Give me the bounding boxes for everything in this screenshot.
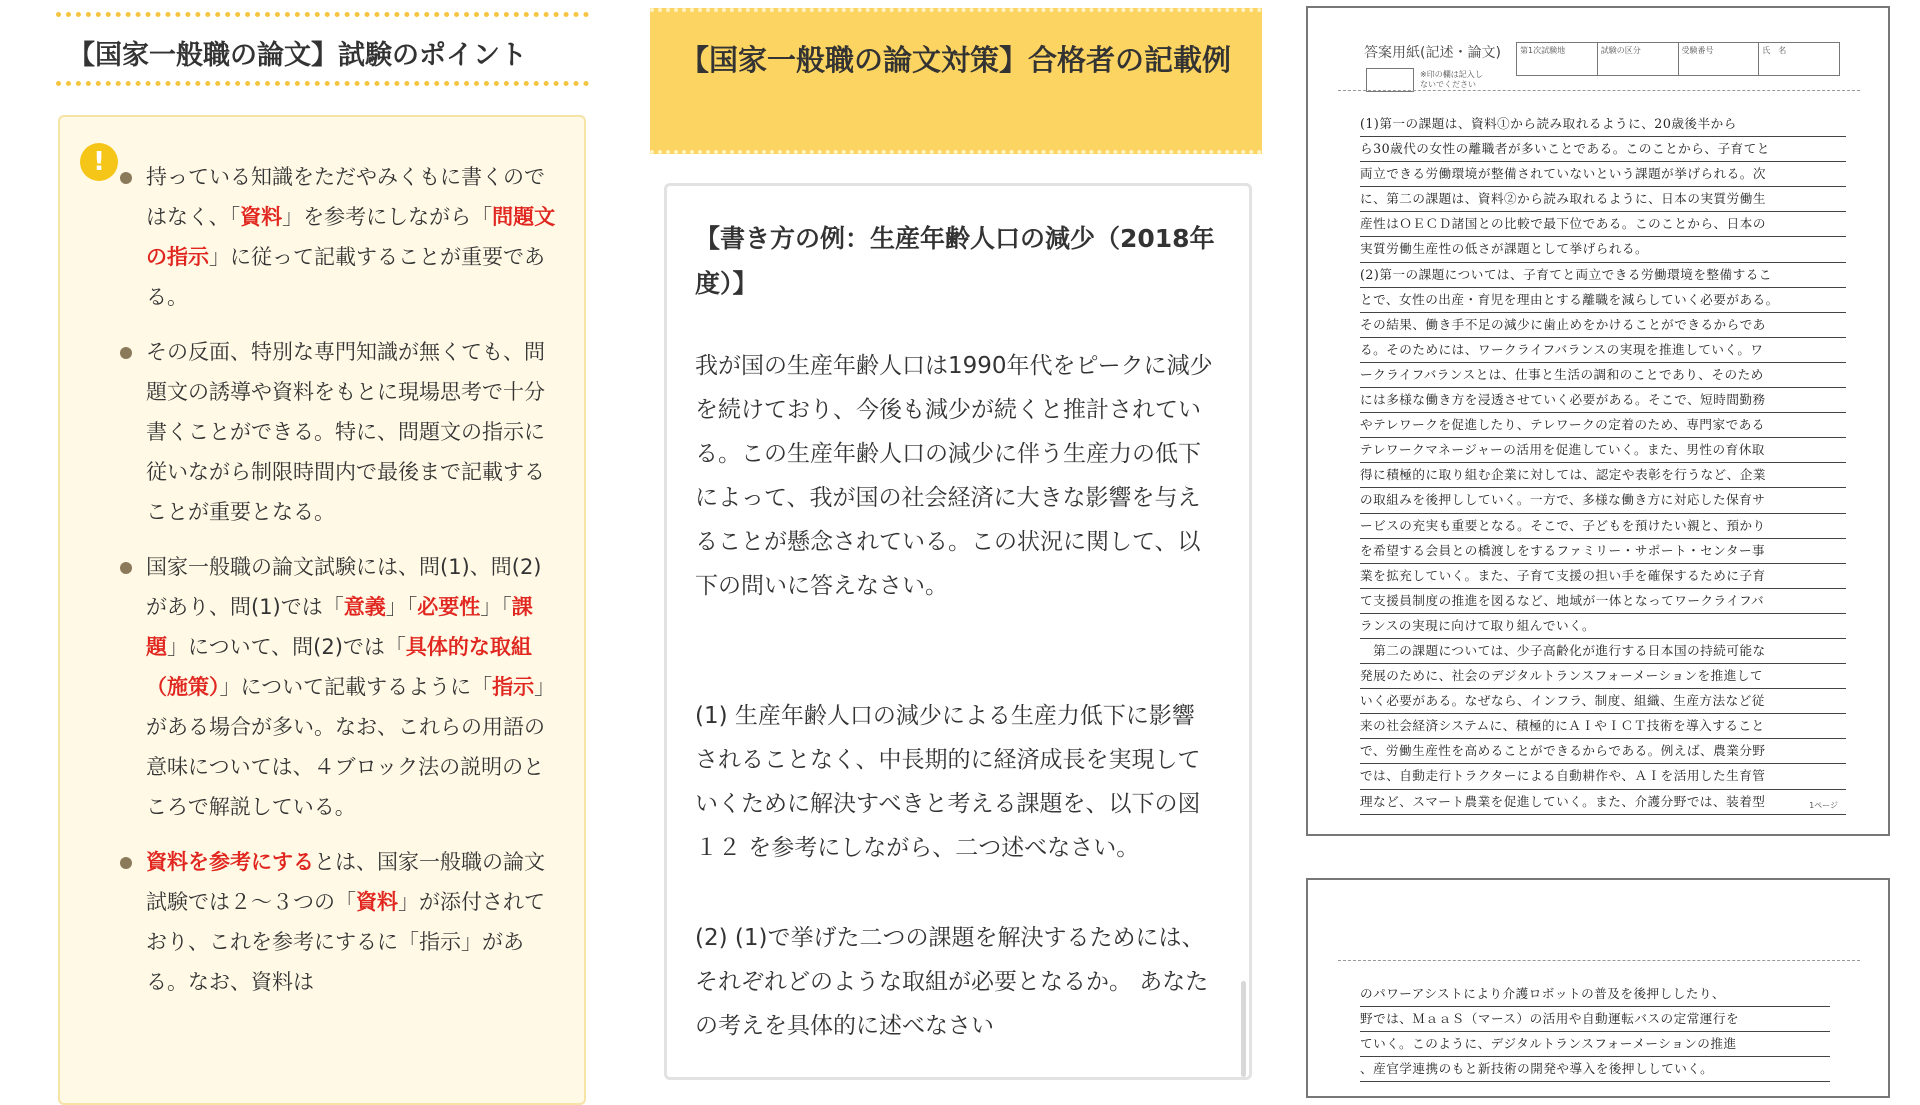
answer-line: には多様な働き方を浸透させていく必要がある。そこで、短時間勤務 <box>1360 388 1846 413</box>
answer-line: で、労働生産性を高めることができるからである。例えば、農業分野 <box>1360 739 1846 764</box>
highlight-text: 必要性 <box>417 595 481 619</box>
point-text: とは、国家一般職の論文試験では２～３つの「 <box>146 850 545 914</box>
point-text: 持っている知識をただやみくもに書くのではなく、「 <box>146 165 545 229</box>
question-paragraph-1: (1) 生産年齢人口の減少による生産力低下に影響されることなく、中長期的に経済成長を実現していくために解決すべきと考える課題を、以下の図１２ を参考にしながら、二つ述べなさい。 <box>695 703 1201 861</box>
answer-line: に、第二の課題は、資料②から読み取れるように、日本の実質労働生 <box>1360 187 1846 212</box>
answer-line: 両立できる労働環境が整備されていないという課題が挙げられる。次 <box>1360 162 1846 187</box>
answer-line: のパワーアシストにより介護ロボットの普及を後押ししたり、 <box>1360 982 1830 1007</box>
point-text: 」がある場合が多い。なお、これらの用語の意味については、４ブロック法の説明のところで解説している。 <box>146 675 556 819</box>
exam-point-item <box>146 547 556 827</box>
header-cell: 試験の区分 <box>1598 43 1679 75</box>
answer-line: 、産官学連携のもと新技術の開発や導入を後押ししていく。 <box>1360 1057 1830 1082</box>
highlight-text: 資料 <box>240 205 283 229</box>
point-text: 」を参考にしながら「 <box>282 205 493 229</box>
answer-line: 実質労働生産性の低さが課題として挙げられる。 <box>1360 237 1846 262</box>
divider <box>1338 960 1860 961</box>
answer-line: ークライフバランスとは、仕事と生活の調和のことであり、そのため <box>1360 363 1846 388</box>
sample-answer-heading-bar <box>650 8 1262 154</box>
point-text: 」「 <box>385 595 418 619</box>
header-cell: 氏 名 <box>1762 46 1787 55</box>
answer-line: 来の社会経済システムに、積極的にＡＩやＩＣＴ技術を導入すること <box>1360 714 1846 739</box>
exclamation-circle-icon: ! <box>80 143 118 181</box>
answer-sheet-header-table <box>1516 42 1840 76</box>
point-text: 」について記載するように「 <box>219 675 493 699</box>
highlight-text: 意義 <box>343 595 386 619</box>
highlight-text: 資料 <box>356 890 398 914</box>
page-number: 1ページ <box>1809 801 1838 810</box>
answer-line: では、自動走行トラクターによる自動耕作や、ＡＩを活用した生育管 <box>1360 764 1846 789</box>
answer-line: ていく。このように、デジタルトランスフォーメーションの推進 <box>1360 1032 1830 1057</box>
header-cell: 第1次試験地 <box>1517 43 1598 75</box>
highlight-text: 課題 <box>146 595 533 659</box>
answer-line: (2)第一の課題については、子育てと両立できる労働環境を整備するこ <box>1360 263 1846 288</box>
exam-point-item <box>146 157 556 317</box>
exam-point-item <box>146 332 556 532</box>
question-paragraph-intro: 我が国の生産年齢人口は1990年代をピークに減少を続けており、今後も減少が続くと推計されている。この生産年齢人口の減少に伴う生産力の低下によって、我が国の社会経済に大きな影響を与えることが懸念されている。この状況に関して、以下の問いに答えなさい。 <box>695 353 1213 599</box>
point-text: 」「 <box>480 595 512 619</box>
exam-points-list <box>146 157 556 1017</box>
answer-line: ランスの実現に向けて取り組んでいく。 <box>1360 614 1846 639</box>
exam-point-item <box>146 842 556 1002</box>
answer-line: の取組みを後押ししていく。一方で、多様な働き方に対応した保育サ <box>1360 488 1846 513</box>
point-text: 」が添付されており、これを参考にするに「指示」がある。なお、資料は <box>146 890 545 994</box>
answer-line: 得に積極的に取り組む企業に対しては、認定や表彰を行うなど、企業 <box>1360 463 1846 488</box>
sample-question-subheading: 【書き方の例：生産年齢人口の減少（2018年度）】 <box>695 224 1215 298</box>
highlight-text: 資料を参考にする <box>146 850 314 874</box>
highlight-text: 指示 <box>492 675 535 699</box>
answer-line: る。そのためには、ワークライフバランスの実現を推進していく。ワ <box>1360 338 1846 363</box>
exam-points-section <box>56 0 589 1080</box>
header-cell: 受験番号 <box>1679 43 1760 75</box>
answer-line: ら30歳代の女性の離職者が多いことである。このことから、子育てと <box>1360 137 1846 162</box>
answer-line: ービスの充実も重要となる。そこで、子どもを預けたい親と、預かり <box>1360 514 1846 539</box>
answer-line: とで、女性の出産・育児を理由とする離職を減らしていく必要がある。 <box>1360 288 1846 313</box>
point-text: 」に従って記載することが重要である。 <box>146 245 545 309</box>
answer-sheet-title: 答案用紙(記述・論文) <box>1364 45 1501 61</box>
question-paragraph-2: (2) (1)で挙げた二つの課題を解決するためには、それぞれどのような取組が必要となるか。 あなたの考えを具体的に述べなさい <box>695 925 1209 1039</box>
answer-line: 発展のために、社会のデジタルトランスフォーメーションを推進して <box>1360 664 1846 689</box>
point-text: 」について、問(2)では「 <box>167 635 406 659</box>
handwritten-answer-lines-2 <box>1360 982 1830 1082</box>
answer-line: 第二の課題については、少子高齢化が進行する日本国の持続可能な <box>1360 639 1846 664</box>
exam-points-heading-bar <box>56 12 589 86</box>
point-text: その反面、特別な専門知識が無くても、問題文の誘導や資料をもとに現場思考で十分書くことができる。特に、問題文の指示に従いながら制限時間内で最後まで記載することが重要となる。 <box>146 340 545 524</box>
answer-sheet-page-2 <box>1306 878 1890 1098</box>
do-not-write-note: ※印の欄は記入しないでください <box>1420 70 1483 89</box>
sample-question-box <box>664 183 1252 1080</box>
answer-line: 業を拡充していく。また、子育て支援の担い手を確保するために子育 <box>1360 564 1846 589</box>
handwritten-answer-lines <box>1360 112 1846 815</box>
answer-line: 産性はＯＥＣＤ諸国との比較で最下位である。このことから、日本の <box>1360 212 1846 237</box>
sample-answer-heading: 【国家一般職の論文対策】合格者の記載例 <box>680 43 1232 77</box>
point-text: 国家一般職の論文試験には、問(1)、問(2)があり、問(1)では「 <box>146 555 542 619</box>
answer-line: いく必要がある。なぜなら、インフラ、制度、組織、生産方法など従 <box>1360 689 1846 714</box>
answer-line: を希望する会員との橋渡しをするファミリー・サポート・センター事 <box>1360 539 1846 564</box>
highlight-text: 具体的な取組（施策） <box>146 635 532 699</box>
answer-line: (1)第一の課題は、資料①から読み取れるように、20歳後半から <box>1360 112 1846 137</box>
answer-sheet-page-1 <box>1306 6 1890 836</box>
answer-line: て支援員制度の推進を図るなど、地域が一体となってワークライフバ <box>1360 589 1846 614</box>
answer-line: やテレワークを促進したり、テレワークの定着のため、専門家である <box>1360 413 1846 438</box>
stamp-box <box>1366 68 1414 92</box>
scrollbar-thumb[interactable] <box>1241 981 1246 1077</box>
answer-line: 野では、ＭａａＳ（マース）の活用や自動運転バスの定常運行を <box>1360 1007 1830 1032</box>
answer-line: 理など、スマート農業を促進していく。また、介護分野では、装着型 <box>1360 790 1846 815</box>
answer-line: テレワークマネージャーの活用を促進していく。また、男性の育休取 <box>1360 438 1846 463</box>
exam-points-box <box>58 115 586 1105</box>
divider <box>1338 90 1860 91</box>
exam-points-heading: 【国家一般職の論文】試験のポイント <box>68 40 527 71</box>
answer-line: その結果、働き手不足の減少に歯止めをかけることができるからであ <box>1360 313 1846 338</box>
highlight-text: 問題文の指示 <box>146 205 556 269</box>
